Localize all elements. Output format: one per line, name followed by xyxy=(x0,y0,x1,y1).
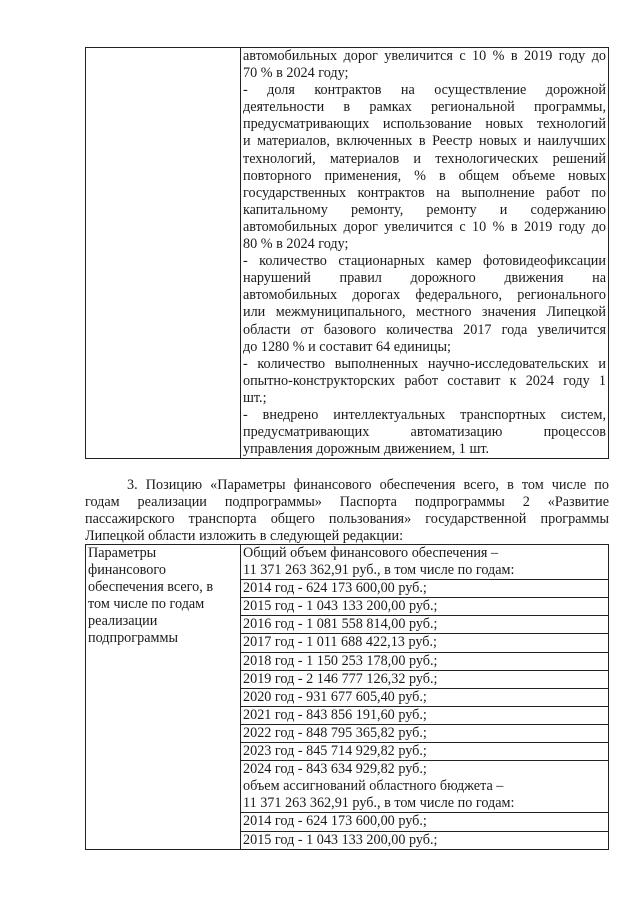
goals-line: предусматривающих использование новых технологий xyxy=(243,116,606,133)
finance-value-line: 2020 год - 931 677 605,40 руб.; xyxy=(241,688,608,706)
goals-cell xyxy=(241,48,609,459)
goals-line: - доля контрактов на осуществление дорожной xyxy=(243,82,606,99)
finance-value-line: 2021 год - 843 856 191,60 руб.; xyxy=(241,706,608,724)
goals-line: деятельности в рамках региональной программы, xyxy=(243,99,606,116)
goals-line: области от базового количества 2017 года увеличится xyxy=(243,321,606,338)
finance-value-line: 2015 год - 1 043 133 200,00 руб.; xyxy=(241,831,608,849)
finance-label-cell xyxy=(86,545,241,850)
table-row xyxy=(86,545,609,850)
finance-value-line: 2022 год - 848 795 365,82 руб.; xyxy=(241,724,608,742)
goals-line: до 1280 % и составит 64 единицы; xyxy=(243,338,451,355)
paragraph-line: Липецкой области изложить в следующей редакции: xyxy=(85,528,404,545)
finance-value-line: 2014 год - 624 173 600,00 руб.; xyxy=(241,579,608,597)
finance-value-line: 11 371 263 362,91 руб., в том числе по годам: xyxy=(243,562,515,579)
finance-value-line: Общий объем финансового обеспечения – xyxy=(243,545,499,561)
goals-line: государственных контрактов на выполнение работ по xyxy=(243,184,606,201)
finance-value-line: 2015 год - 1 043 133 200,00 руб.; xyxy=(241,597,608,615)
goals-line: опытно-конструкторских работ составит к 2024 году 1 xyxy=(243,372,606,389)
goals-line: 70 % в 2024 году; xyxy=(243,65,349,82)
finance-value-line: 2016 год - 1 081 558 814,00 руб.; xyxy=(241,615,608,633)
goals-line: и материалов, включенных в Реестр новых и наилучших xyxy=(243,133,606,150)
goals-line: - количество выполненных научно-исследовательских и xyxy=(243,355,606,372)
goals-line: нарушений правил дорожного движения на xyxy=(243,270,606,287)
finance-value-line: 2017 год - 1 011 688 422,13 руб.; xyxy=(241,633,608,651)
finance-label-line: финансового xyxy=(88,562,166,579)
goals-line: автомобильных дорог увеличится с 10 % в 2019 году до xyxy=(243,48,606,64)
goals-line: повторного применения, % в общем объеме новых xyxy=(243,167,606,184)
paragraph-line: пассажирского транспорта общего пользования» государственной программы xyxy=(85,511,609,528)
goals-line: - внедрено интеллектуальных транспортных систем, xyxy=(243,406,606,423)
finance-value-line: 11 371 263 362,91 руб., в том числе по годам: xyxy=(243,795,515,812)
finance-values-cell xyxy=(241,545,609,850)
finance-label-line: подпрограммы xyxy=(88,630,178,647)
finance-label-line: том числе по годам xyxy=(88,596,205,613)
goals-line: управления дорожным движением, 1 шт. xyxy=(243,441,490,458)
paragraph-line: 3. Позицию «Параметры финансового обеспечения всего, в том числе по xyxy=(127,477,609,493)
finance-value-line: 2014 год - 624 173 600,00 руб.; xyxy=(241,812,608,830)
amendment-paragraph xyxy=(85,477,609,545)
finance-value-line: 2018 год - 1 150 253 178,00 руб.; xyxy=(241,652,608,670)
goals-line: автомобильных дорогах федерального, регионального xyxy=(243,287,606,304)
table-cell-empty xyxy=(86,48,241,459)
goals-line: предусматривающих автоматизацию процессов xyxy=(243,424,606,441)
finance-label-line: Параметры xyxy=(88,545,157,561)
goals-table xyxy=(85,47,609,459)
goals-line: капитальному ремонту, ремонту и содержанию xyxy=(243,201,606,218)
finance-label-line: реализации xyxy=(88,613,158,630)
goals-text xyxy=(243,48,606,458)
goals-line: автомобильных дорог увеличится с 10 % в 2019 году до xyxy=(243,218,606,235)
finance-value-line: 2024 год - 843 634 929,82 руб.; xyxy=(241,760,608,778)
goals-line: или межмуниципального, местного значения Липецкой xyxy=(243,304,606,321)
finance-label-text xyxy=(88,545,238,648)
finance-label-line: обеспечения всего, в xyxy=(88,579,214,596)
goals-line: шт.; xyxy=(243,389,267,406)
finance-value-line: 2023 год - 845 714 929,82 руб.; xyxy=(241,742,608,760)
goals-line: - количество стационарных камер фотовидеофиксации xyxy=(243,253,606,270)
finance-values xyxy=(243,545,606,849)
table-row xyxy=(86,48,609,459)
goals-line: технологий, материалов и технологических решений xyxy=(243,150,606,167)
finance-value-line: 2019 год - 2 146 777 126,32 руб.; xyxy=(241,670,608,688)
paragraph-line: годам реализации подпрограммы» Паспорта подпрограммы 2 «Развитие xyxy=(85,494,609,511)
finance-value-line: объем ассигнований областного бюджета – xyxy=(243,778,504,795)
finance-table xyxy=(85,544,609,850)
goals-line: 80 % в 2024 году; xyxy=(243,236,349,253)
